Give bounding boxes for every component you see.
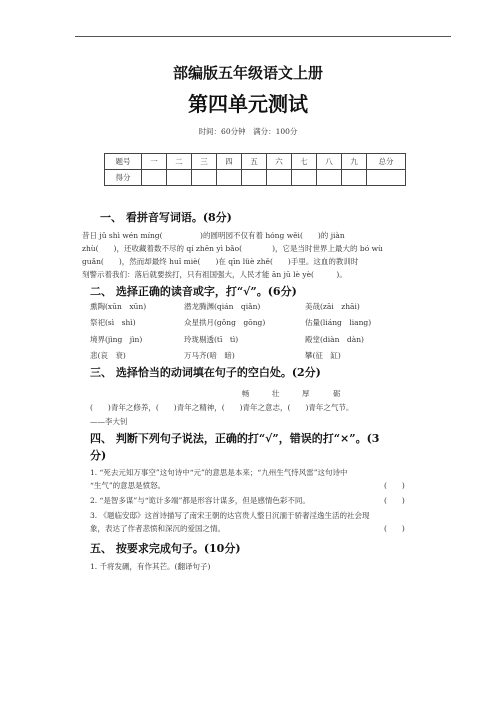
word-bank-item: 畅 — [242, 389, 250, 398]
table-cell: 六 — [267, 154, 292, 170]
answer-bracket[interactable]: ( ) — [384, 524, 405, 533]
option-item[interactable]: 万马齐(喑 暗) — [184, 351, 235, 360]
table-cell: 总分 — [367, 154, 406, 170]
table-cell: 一 — [142, 154, 167, 170]
score-cell[interactable] — [217, 170, 242, 186]
section-4-heading: 四、 判断下列句子说法，正确的打“√”，错误的打“×”。(3 — [90, 432, 380, 445]
option-item[interactable]: 攀(征 缸) — [305, 351, 341, 360]
section-1-line: 刻警示着我们：落后就要挨打，只有祖国强大，人民才能 ān jū lè yè( )。 — [82, 270, 347, 279]
table-cell: 九 — [342, 154, 367, 170]
score-table-score-row — [105, 170, 406, 186]
word-bank-item: 砺 — [333, 389, 341, 398]
judgment-item: 1. “死去元知万事空”这句诗中“元”的意思是本来；“九州生气恃风雷”这句诗中 — [90, 468, 348, 477]
score-cell[interactable] — [167, 170, 192, 186]
score-cell[interactable] — [142, 170, 167, 186]
test-title: 第四单元测试 — [188, 92, 308, 116]
table-cell: 得分 — [105, 170, 142, 186]
task-item: 1. 千将发硎，有作其芒。(翻译句子) — [90, 562, 211, 571]
score-table-header-row — [105, 154, 406, 170]
table-cell: 三 — [192, 154, 217, 170]
score-cell[interactable] — [317, 170, 342, 186]
option-item[interactable]: 玲珑剔透(tī tì) — [184, 335, 239, 344]
option-item[interactable]: 熏陶(xūn xūn) — [90, 302, 147, 311]
judgment-item: 3. 《题临安邸》这首诗描写了南宋王朝的达官贵人整日沉湎于骄奢淫逸生活的社会现 — [90, 511, 370, 520]
answer-bracket[interactable]: ( ) — [384, 481, 405, 490]
section-5-heading: 五、 按要求完成句子。(10分) — [90, 542, 241, 555]
section-1-heading: 一、 看拼音写词语。(8分) — [100, 211, 232, 224]
word-bank-item: 壮 — [272, 389, 280, 398]
option-item[interactable]: 潜龙腾渊(qián qiǎn) — [184, 302, 261, 311]
option-item[interactable]: 殿堂(diàn dàn) — [305, 335, 364, 344]
table-cell: 四 — [217, 154, 242, 170]
score-cell[interactable] — [367, 170, 406, 186]
table-cell: 五 — [242, 154, 267, 170]
table-cell: 七 — [292, 154, 317, 170]
section-1-line: zhù( )，还收藏着数不尽的 qí zhēn yì bǎo( )，它是当时世界上最大的 bó wù — [82, 244, 383, 253]
table-cell: 题号 — [105, 154, 142, 170]
table-cell: 二 — [167, 154, 192, 170]
score-cell[interactable] — [342, 170, 367, 186]
option-item[interactable]: 境界(jìng jìn) — [90, 335, 143, 344]
word-bank-item: 厚 — [302, 389, 310, 398]
document-title: 部编版五年级语文上册 — [172, 64, 323, 82]
option-item[interactable]: 祭祀(sì shì) — [90, 318, 136, 327]
option-item[interactable]: 美哉(zāi zhāi) — [305, 302, 360, 311]
option-item[interactable]: 估量(liáng liang) — [305, 318, 372, 327]
score-cell[interactable] — [267, 170, 292, 186]
score-cell[interactable] — [192, 170, 217, 186]
option-item[interactable]: 众星拱月(gǒng gōng) — [184, 318, 266, 327]
score-table — [104, 153, 406, 186]
judgment-item: “生气”的意思是愤怒。 — [90, 481, 166, 490]
answer-bracket[interactable]: ( ) — [384, 496, 405, 505]
score-cell[interactable] — [292, 170, 317, 186]
quote-source: ——李大钊 — [90, 417, 128, 426]
section-1-line: guǎn( )，然而却最终 huǐ miè( )在 qīn lüè zhě( )手里。这血的教训时 — [82, 257, 359, 266]
section-1-line: 昔日 jǔ shì wén míng( )的圆明园不仅有着 hóng wěi( )的 jiàn — [82, 231, 345, 240]
judgment-item: 2. “是智多谋”与“诡计多端”都是形容计谋多，但是感情色彩不同。 — [90, 496, 310, 505]
section-4-heading-cont: 分) — [90, 449, 107, 462]
top-rule — [75, 36, 451, 37]
section-3-heading: 三、 选择恰当的动词填在句子的空白处。(2分) — [90, 366, 321, 379]
section-2-heading: 二、 选择正确的读音或字，打“√”。(6分) — [90, 285, 297, 298]
option-item[interactable]: 悲(哀 衰) — [90, 351, 126, 360]
fill-in-sentence: ( )青年之修养，( )青年之精神，( )青年之意志，( )青年之气节。 — [90, 403, 354, 412]
judgment-item: 象，表达了作者悲愤和深沉的爱国之情。 — [90, 524, 225, 533]
score-cell[interactable] — [242, 170, 267, 186]
table-cell: 八 — [317, 154, 342, 170]
exam-meta: 时间：60分钟 满分：100分 — [198, 127, 298, 136]
